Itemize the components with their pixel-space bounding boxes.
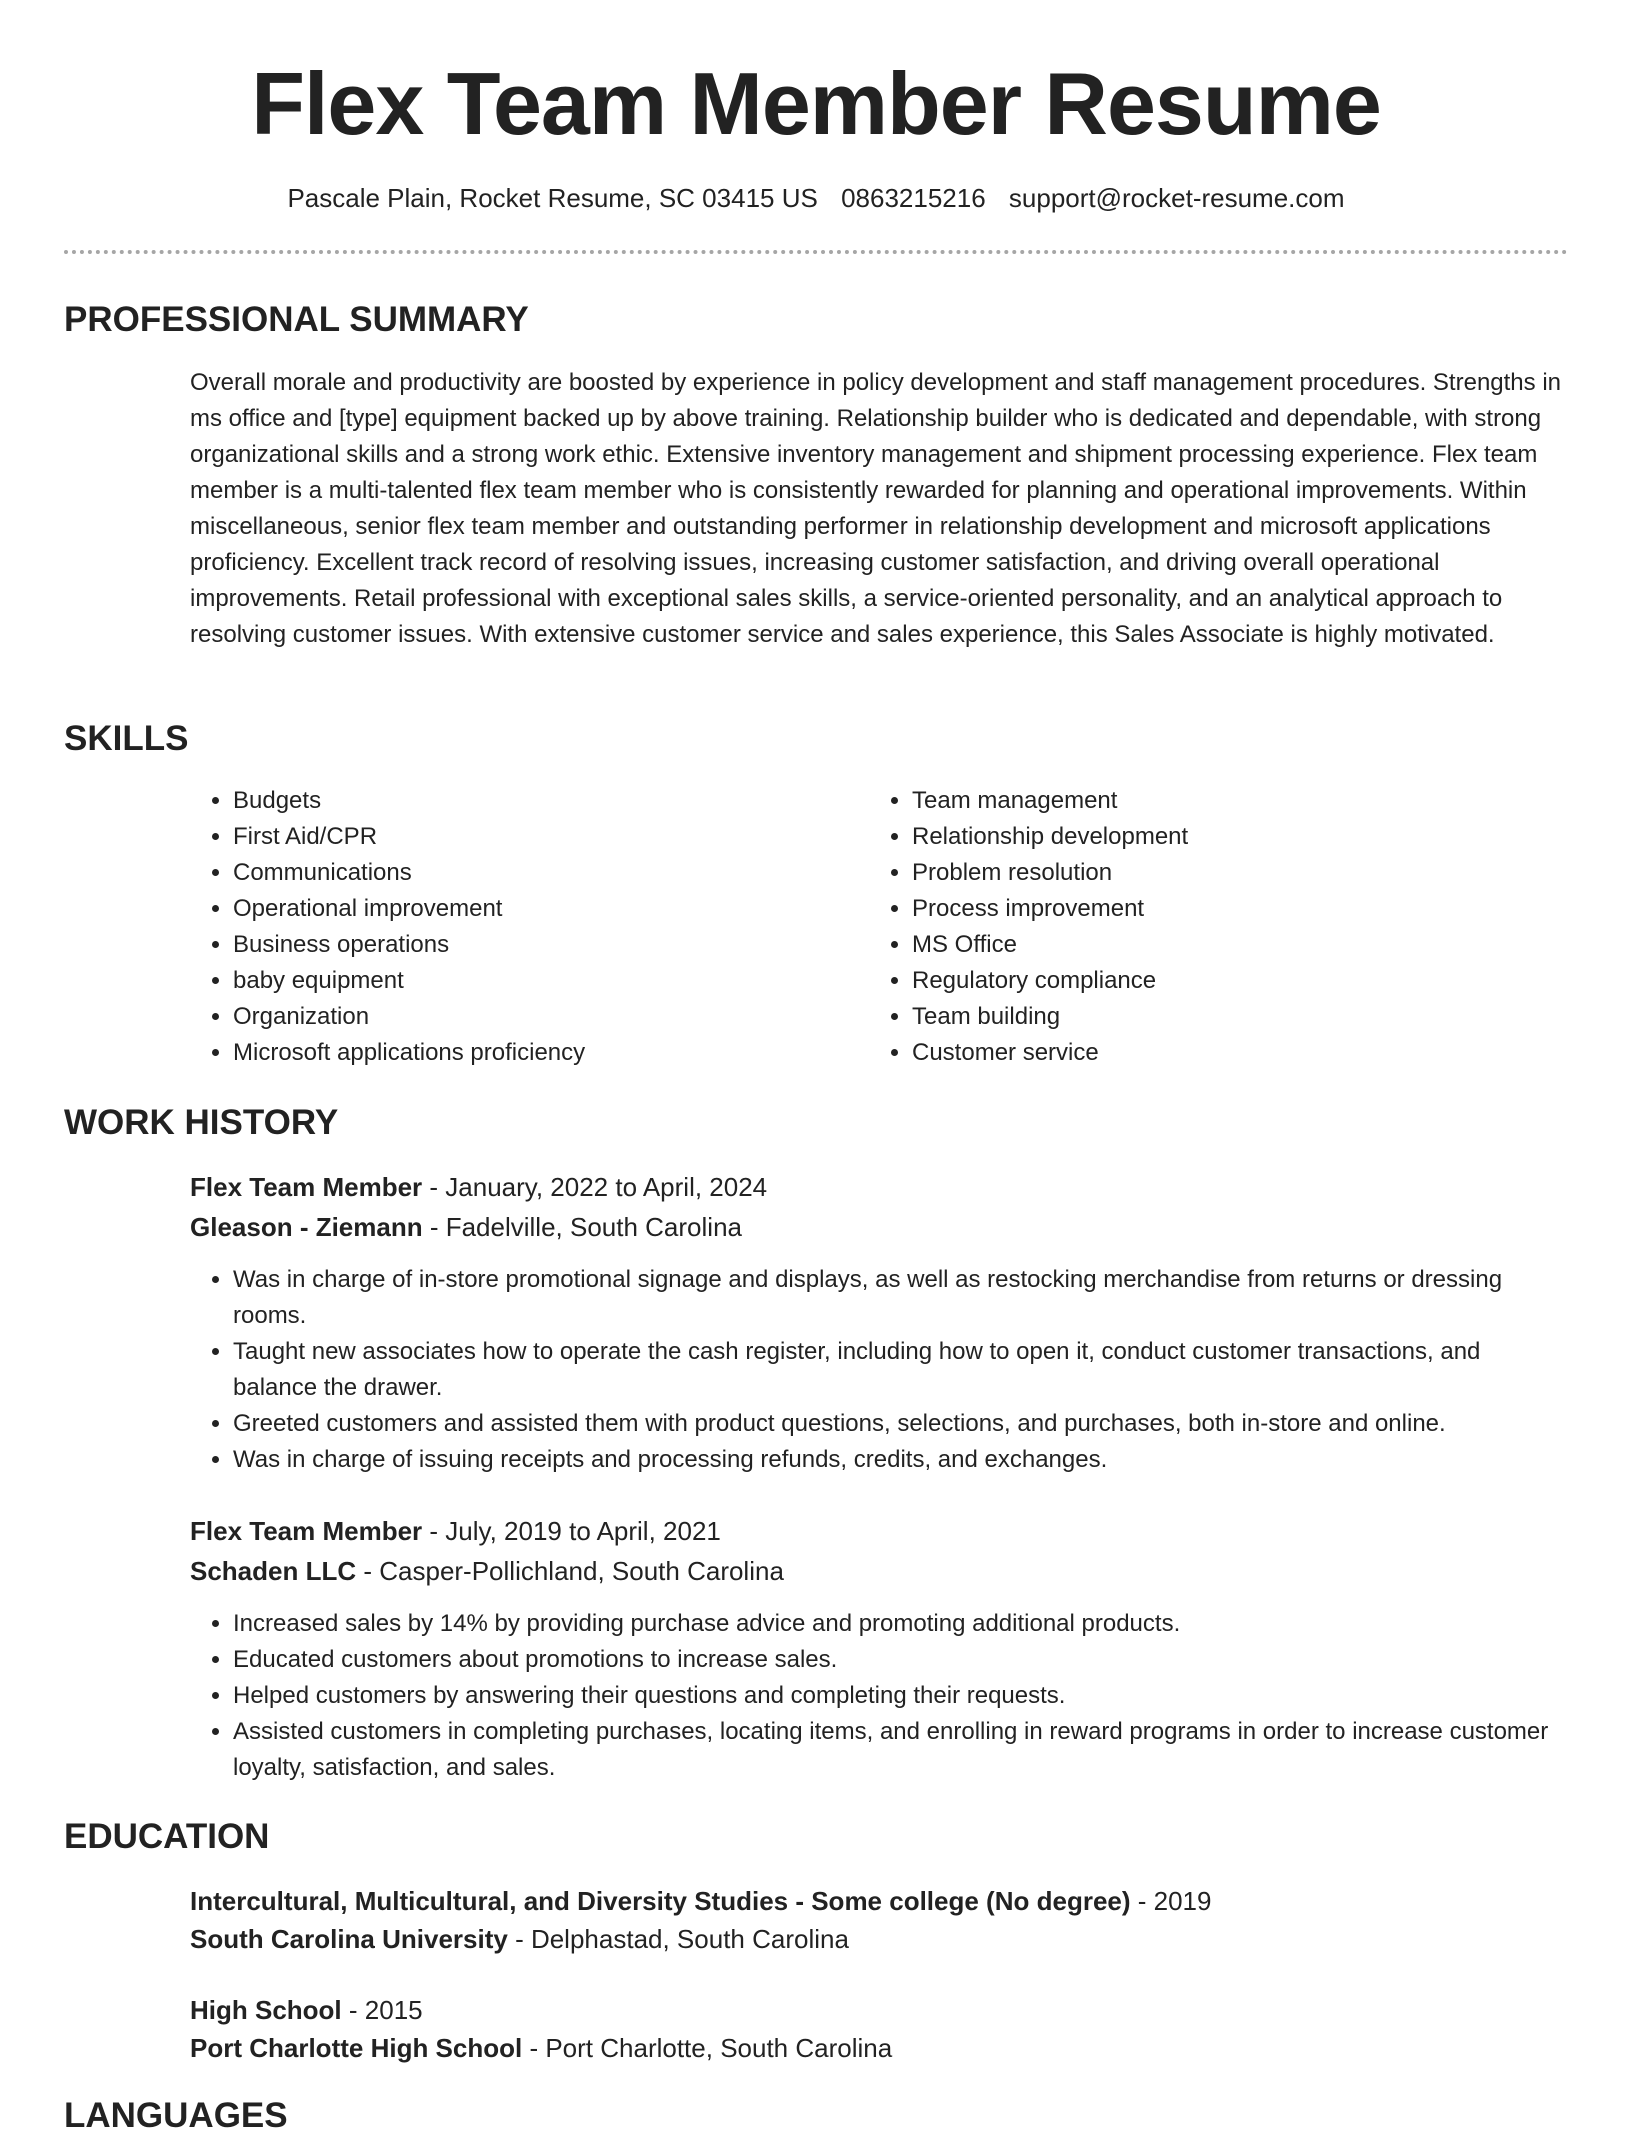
job-company-line	[190, 1552, 784, 1590]
education-degree-line	[190, 1882, 1211, 1920]
job-bullet: • Increased sales by 14% by providing purchase advice and promoting additional products.	[233, 1606, 1568, 1642]
education-school-line	[190, 2029, 892, 2067]
job-dates: - January, 2022 to April, 2024	[422, 1172, 768, 1202]
languages-heading: LANGUAGES	[64, 2096, 288, 2135]
contact-line	[0, 180, 1632, 216]
job-bullets	[189, 1262, 1568, 1478]
resume-title: Flex Team Member Resume	[251, 54, 1381, 153]
education-degree: Intercultural, Multicultural, and Diversity Studies - Some college (No degree)	[190, 1886, 1131, 1916]
job-bullet: • Was in charge of in-store promotional signage and displays, as well as restocking merchandise from returns or dressing rooms.	[233, 1262, 1568, 1334]
skill-item: • Team building	[912, 999, 1532, 1035]
job-company-line	[190, 1208, 742, 1246]
job-company: Gleason - Ziemann	[190, 1212, 423, 1242]
summary-text: Overall morale and productivity are boosted by experience in policy development and staff management procedures. Strengths in ms office and [type] equipment backed up by above training. Relationship builder who is dedicated and dependable, with strong organizational skills and a strong work ethic. Extensive inventory management and shipment processing experience. Flex team member is a multi-talented flex team member who is consistently rewarded for planning and operational improvements. Within miscellaneous, senior flex team member and outstanding performer in relationship development and microsoft applications proficiency. Excellent track record of resolving issues, increasing customer satisfaction, and driving overall operational improvements. Retail professional with exceptional sales skills, a service-oriented personality, and an analytical approach to resolving customer issues. With extensive customer service and sales experience, this Sales Associate is highly motivated.	[190, 369, 1561, 648]
skills-list-right	[868, 783, 1532, 1071]
skill-item: • Relationship development	[912, 819, 1532, 855]
education-degree: High School	[190, 1995, 342, 2025]
job-location: - Casper-Pollichland, South Carolina	[356, 1556, 784, 1586]
education-school: Port Charlotte High School	[190, 2033, 523, 2063]
skill-item: • Microsoft applications proficiency	[233, 1035, 853, 1071]
job-title: Flex Team Member	[190, 1516, 423, 1546]
skill-item: • baby equipment	[233, 963, 853, 999]
education-heading: EDUCATION	[64, 1817, 270, 1856]
skill-item: • Problem resolution	[912, 855, 1532, 891]
job-location: - Fadelville, South Carolina	[422, 1212, 742, 1242]
job-bullet: • Was in charge of issuing receipts and processing refunds, credits, and exchanges.	[233, 1442, 1568, 1478]
summary-heading: PROFESSIONAL SUMMARY	[64, 300, 529, 339]
skill-item: • Team management	[912, 783, 1532, 819]
job-title-line	[190, 1168, 767, 1206]
education-school-line	[190, 1920, 849, 1958]
skill-item: • Customer service	[912, 1035, 1532, 1071]
education-year: - 2015	[341, 1995, 423, 2025]
skills-heading: SKILLS	[64, 719, 189, 758]
job-bullet: • Taught new associates how to operate the cash register, including how to open it, conduct customer transactions, and balance the drawer.	[233, 1334, 1568, 1406]
contact-address: Pascale Plain, Rocket Resume, SC 03415 US	[287, 183, 818, 213]
skill-item: • Business operations	[233, 927, 853, 963]
job-bullets	[189, 1606, 1568, 1786]
contact-phone: 0863215216	[841, 183, 986, 213]
job-dates: - July, 2019 to April, 2021	[422, 1516, 721, 1546]
education-degree-line	[190, 1991, 423, 2029]
job-bullet: • Assisted customers in completing purchases, locating items, and enrolling in reward programs in order to increase customer loyalty, satisfaction, and sales.	[233, 1714, 1568, 1786]
job-bullet: • Educated customers about promotions to increase sales.	[233, 1642, 1568, 1678]
skills-list-left	[189, 783, 853, 1071]
job-title: Flex Team Member	[190, 1172, 423, 1202]
education-location: - Port Charlotte, South Carolina	[522, 2033, 893, 2063]
work-history-heading: WORK HISTORY	[64, 1103, 339, 1142]
education-location: - Delphastad, South Carolina	[507, 1924, 849, 1954]
header-divider	[64, 250, 1568, 254]
education-school: South Carolina University	[190, 1924, 508, 1954]
skill-item: • Organization	[233, 999, 853, 1035]
skill-item: • Communications	[233, 855, 853, 891]
skill-item: • MS Office	[912, 927, 1532, 963]
job-title-line	[190, 1512, 721, 1550]
education-year: - 2019	[1130, 1886, 1212, 1916]
job-bullet: • Helped customers by answering their questions and completing their requests.	[233, 1678, 1568, 1714]
skill-item: • Budgets	[233, 783, 853, 819]
contact-email: support@rocket-resume.com	[1008, 183, 1345, 213]
skill-item: • Process improvement	[912, 891, 1532, 927]
job-bullet: • Greeted customers and assisted them with product questions, selections, and purchases, both in-store and online.	[233, 1406, 1568, 1442]
skill-item: • Operational improvement	[233, 891, 853, 927]
skill-item: • First Aid/CPR	[233, 819, 853, 855]
skill-item: • Regulatory compliance	[912, 963, 1532, 999]
job-company: Schaden LLC	[190, 1556, 357, 1586]
